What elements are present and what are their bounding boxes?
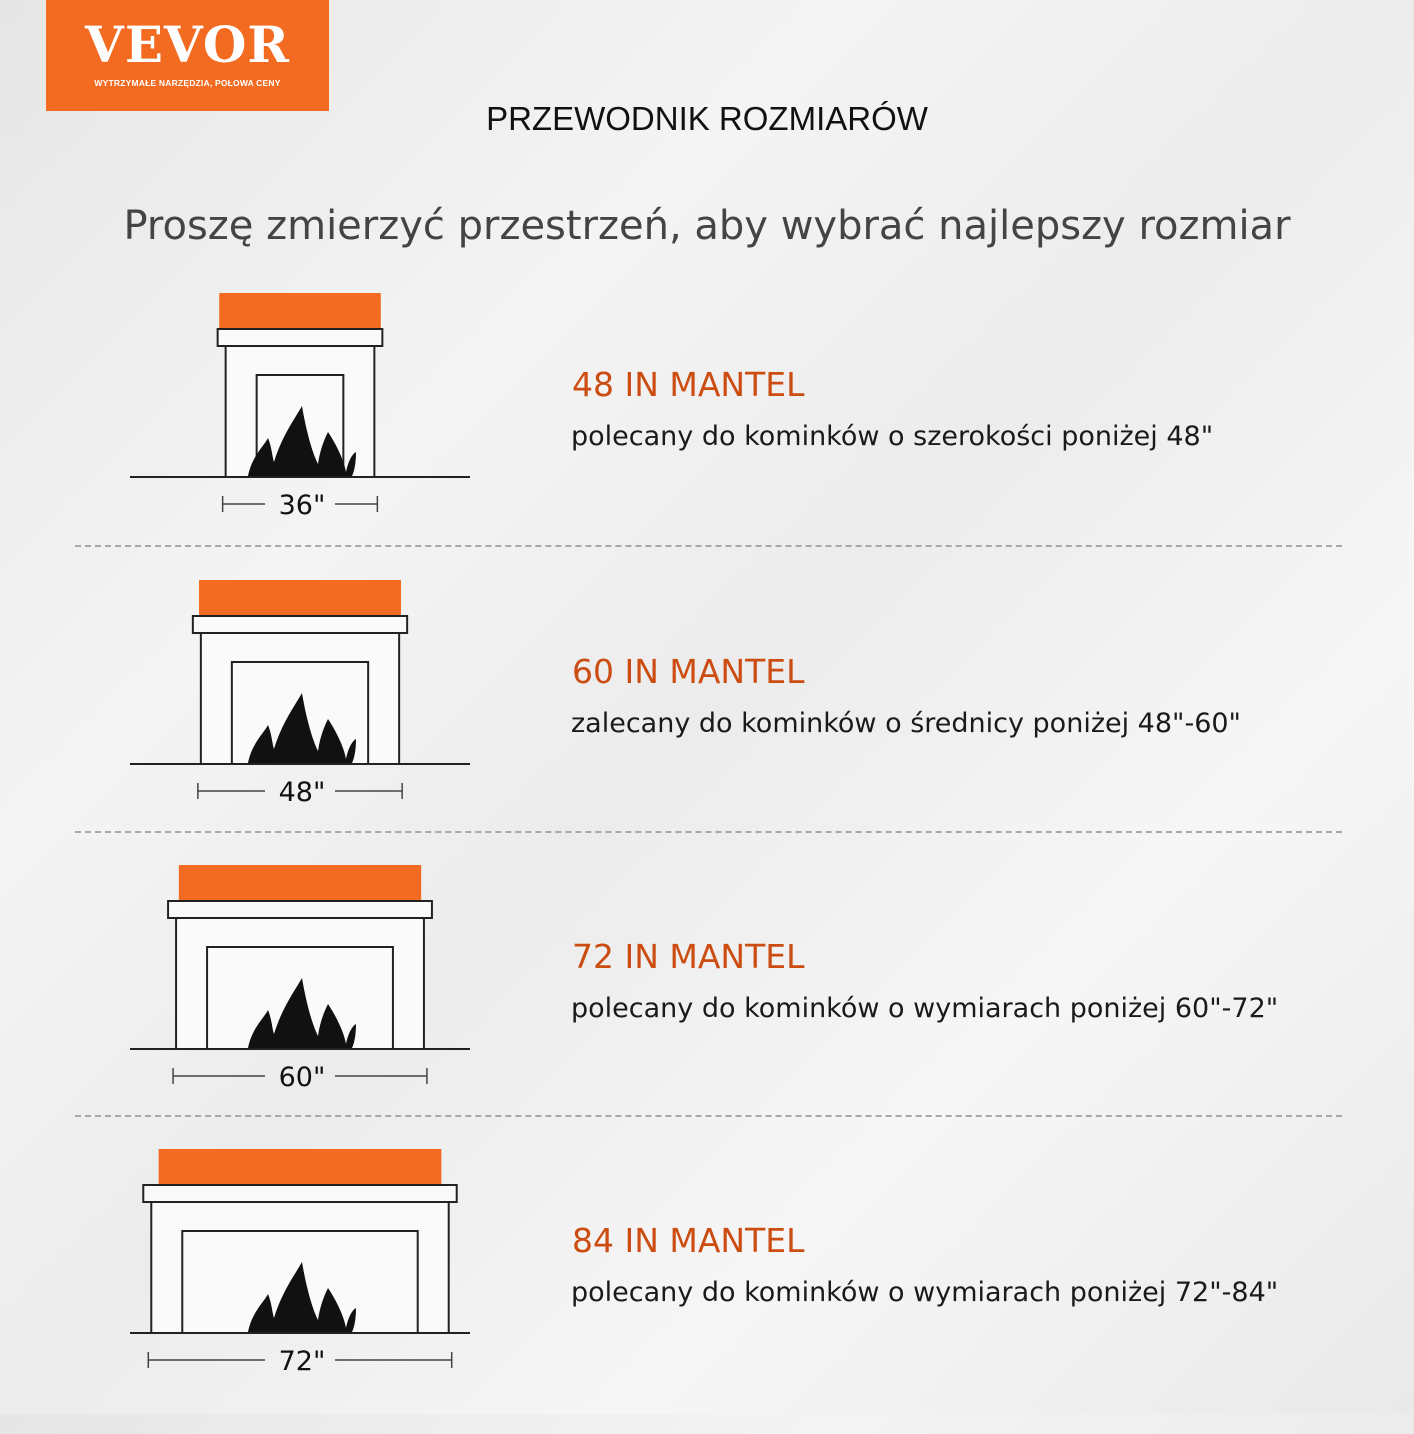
size-row [0,865,1414,1150]
fireplace-width-label: 48" [278,777,326,808]
fireplace-width-label: 60" [278,1062,326,1093]
mantel-shelf [199,580,401,616]
logo-tagline: WYTRZYMAŁE NARZĘDZIA, POŁOWA CENY [94,78,281,88]
logo-wordmark: VEVOR [85,15,290,74]
page-subtitle: Proszę zmierzyć przestrzeń, aby wybrać najlepszy rozmiar [123,203,1291,249]
fireplace-width-label: 36" [278,490,326,521]
mantel-support [168,901,432,918]
mantel-size-description: polecany do kominków o wymiarach poniżej 60"-72" [571,993,1279,1024]
mantel-size-title: 48 IN MANTEL [572,365,805,404]
mantel-size-title: 84 IN MANTEL [572,1221,805,1260]
fireplace-width-label: 72" [278,1346,326,1377]
page-title: PRZEWODNIK ROZMIARÓW [486,100,928,137]
mantel-size-title: 60 IN MANTEL [572,652,805,691]
mantel-support [218,329,383,346]
mantel-size-description: polecany do kominków o wymiarach poniżej 72"-84" [571,1277,1279,1308]
mantel-support [143,1185,456,1202]
fireplace-mantel-illustration [120,580,480,815]
fireplace-mantel-illustration [120,865,480,1100]
mantel-shelf [179,865,421,901]
mantel-size-description: zalecany do kominków o średnicy poniżej 48"-60" [571,708,1241,739]
fireplace-mantel-illustration [120,293,480,528]
fireplace-mantel-illustration [120,1149,480,1384]
mantel-support [193,616,407,633]
mantel-size-title: 72 IN MANTEL [572,937,805,976]
size-row [0,293,1414,578]
mantel-shelf [159,1149,442,1185]
vevor-logo [46,0,329,111]
size-row [0,1149,1414,1434]
mantel-size-description: polecany do kominków o szerokości poniżej 48" [571,421,1214,452]
mantel-shelf [219,293,381,329]
size-row [0,580,1414,865]
